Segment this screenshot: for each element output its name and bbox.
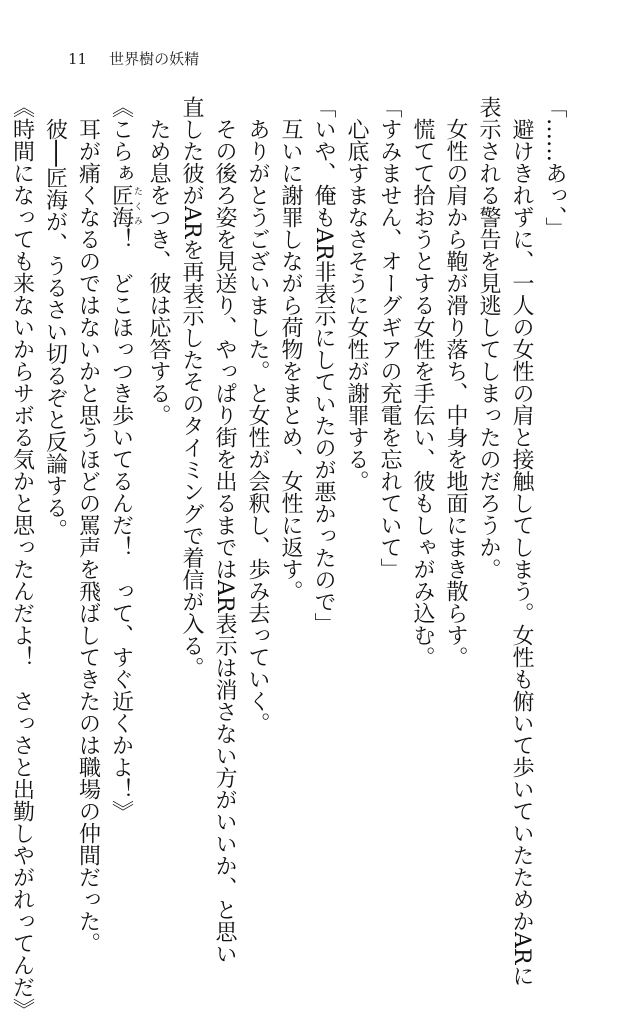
text-line: 「……あっ、」 bbox=[542, 96, 567, 239]
text-line: ため息をつき、彼は応答する。 bbox=[146, 118, 171, 426]
ruby-reading: たくみ bbox=[132, 184, 142, 228]
text-line: 《時間になっても来ないからサボる気かと思ったんだよ！ さっさと出勤しやがれってんだ》 bbox=[9, 96, 35, 1020]
text-line: 「すみません、オーグギアの充電を忘れていて」 bbox=[377, 96, 402, 580]
page-header bbox=[68, 48, 199, 69]
running-title: 世界樹の妖精 bbox=[109, 50, 200, 68]
page-number: 11 bbox=[68, 50, 88, 68]
text-line: 表示される警告を見逃してしまったのだろうか。 bbox=[476, 96, 501, 580]
body-text bbox=[9, 96, 571, 1020]
text-line: 慌てて拾おうとする女性を手伝い、彼もしゃがみ込む。 bbox=[410, 118, 435, 668]
text-line: 直した彼がARを再表示したそのタイミングで着信が入る。 bbox=[179, 96, 204, 679]
text-line: ありがとうございました。と女性が会釈し、歩み去っていく。 bbox=[245, 118, 270, 734]
text-line: 心底すまなさそうに女性が謝罪する。 bbox=[344, 118, 369, 492]
ruby-annotation: 匠海たくみ bbox=[108, 184, 142, 228]
text-line: 避けきれずに、一人の女性の肩と接触してしまう。女性も俯いて歩いていたためかARに bbox=[509, 118, 534, 987]
text-line: その後ろ姿を見送り、やっぱり街を出るまではAR表示は消さない方がいいか、と思い bbox=[212, 118, 237, 965]
text-line: 女性の肩から鞄が滑り落ち、中身を地面にまき散らす。 bbox=[443, 118, 468, 668]
text-line: 《こらぁ匠海たくみ！ どこほっつき歩いてるんだ！ って、すぐ近くかよ！》 bbox=[108, 96, 142, 822]
text-line: 「いや、俺もAR非表示にしていたのが悪かったので」 bbox=[311, 96, 336, 635]
text-line: 互いに謝罪しながら荷物をまとめ、女性に返す。 bbox=[278, 118, 303, 602]
text-line: 耳が痛くなるのではないかと思うほどの罵声を飛ばしてきたのは職場の仲間だった。 bbox=[75, 118, 101, 954]
text-line: 彼──匠海が、うるさい切るぞと反論する。 bbox=[42, 118, 68, 541]
